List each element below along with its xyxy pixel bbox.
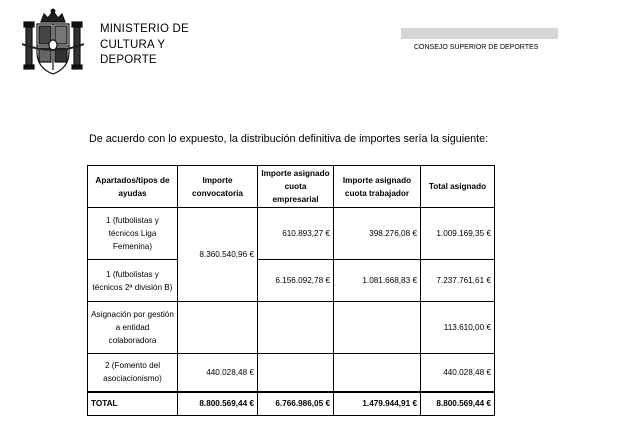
total-empresarial: 6.766.986,05 € — [258, 392, 334, 416]
table-row — [88, 302, 495, 354]
header-grey-bar — [401, 28, 558, 39]
coat-of-arms-icon — [22, 8, 84, 78]
cell-convocatoria-empty — [178, 302, 258, 354]
header-total: Total asignado — [421, 166, 495, 208]
cell-apartado: Asignación por gestión a entidad colaboradora — [88, 302, 178, 354]
cell-trabajador — [334, 302, 421, 354]
table-header-row — [88, 166, 495, 208]
header-apartados: Apartados/tipos de ayudas — [88, 166, 178, 208]
ministry-line: MINISTERIO DE — [100, 23, 189, 35]
ministry-line: CULTURA Y — [100, 38, 166, 51]
header-trabajador: Importe asignado cuota trabajador — [334, 166, 421, 208]
total-total: 8.800.569,44 € — [421, 392, 495, 416]
cell-empresarial: 6.156.092,78 € — [258, 260, 334, 302]
cell-convocatoria-merged: 8.360.540,96 € — [178, 208, 258, 302]
cell-trabajador: 1.081.668,83 € — [334, 260, 421, 302]
ministry-line: DEPORTE — [100, 54, 157, 66]
total-convocatoria: 8.800.569,44 € — [178, 392, 258, 416]
cell-apartado: 1 (futbolistas y técnicos 2ª división B) — [88, 260, 178, 302]
cell-apartado: 1 (futbolistas y técnicos Liga Femenina) — [88, 208, 178, 260]
cell-total: 113.610,00 € — [421, 302, 495, 354]
table-row — [88, 208, 495, 260]
distribution-table — [87, 165, 495, 416]
cell-total: 7.237.761,61 € — [421, 260, 495, 302]
cell-empresarial: 610.893,27 € — [258, 208, 334, 260]
intro-paragraph: De acuerdo con lo expuesto, la distribución definitiva de importes sería la siguiente: — [89, 132, 489, 145]
cell-empresarial — [258, 354, 334, 392]
header-convocatoria: Importe convocatoria — [178, 166, 258, 208]
header-empresarial: Importe asignado cuota empresarial — [258, 166, 334, 208]
cell-apartado: 2 (Fomento del asociacionismo) — [88, 354, 178, 392]
cell-convocatoria: 440.028,48 € — [178, 354, 258, 392]
cell-total: 440.028,48 € — [421, 354, 495, 392]
total-label: TOTAL — [88, 392, 178, 416]
table-row — [88, 354, 495, 392]
cell-empresarial — [258, 302, 334, 354]
cell-trabajador — [334, 354, 421, 392]
council-name: CONSEJO SUPERIOR DE DEPORTES — [414, 44, 539, 51]
cell-total: 1.009.169,35 € — [421, 208, 495, 260]
table-total-row — [88, 392, 495, 416]
ministry-name — [100, 22, 189, 69]
table-row — [88, 260, 495, 302]
total-trabajador: 1.479.944,91 € — [334, 392, 421, 416]
cell-trabajador: 398.276,08 € — [334, 208, 421, 260]
